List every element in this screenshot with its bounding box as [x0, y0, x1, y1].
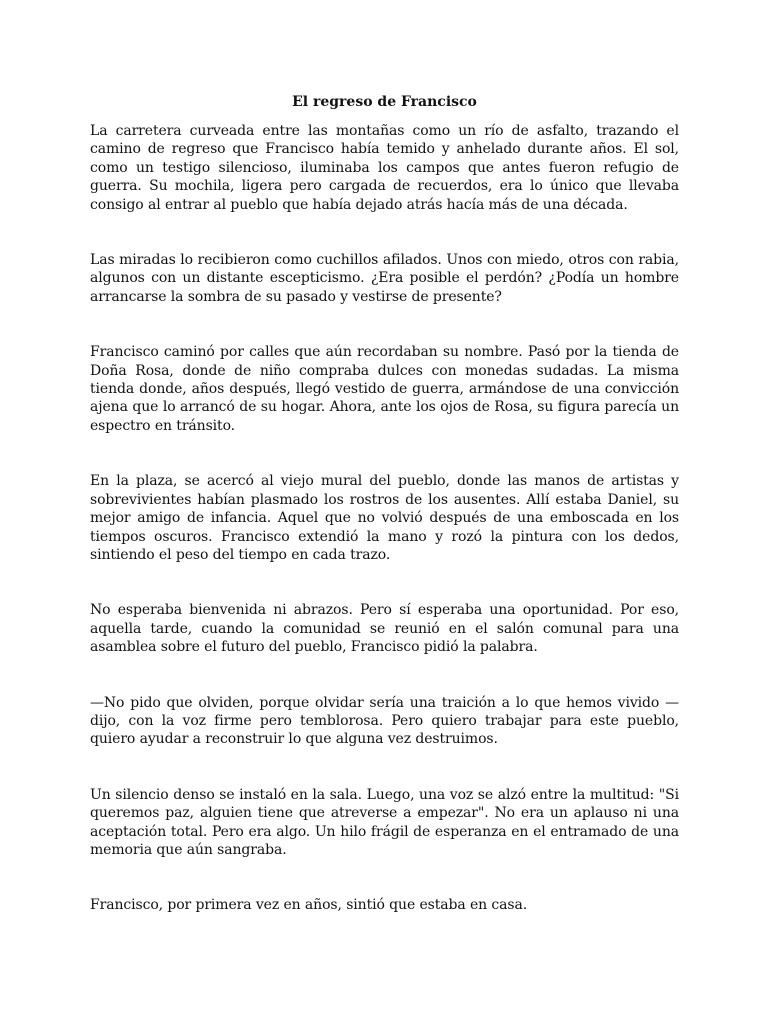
paragraph: Un silencio denso se instaló en la sala. Luego, una voz se alzó entre la multitud: "Si queremos paz, alguien tiene que atreverse a empezar". No era un aplauso ni una aceptación total. Pero era algo. Un hilo frágil de esperanza en el entramado de una memoria que aún sangraba.: [90, 786, 679, 858]
paragraph: No esperaba bienvenida ni abrazos. Pero sí esperaba una oportunidad. Por eso, aquella tarde, cuando la comunidad se reunió en el salón comunal para una asamblea sobre el futuro del pueblo, Francisco pidió la palabra.: [90, 602, 679, 656]
document-title: El regreso de Francisco: [292, 94, 477, 110]
paragraph: —No pido que olviden, porque olvidar sería una traición a lo que hemos vivido —dijo, con la voz firme pero temblorosa. Pero quiero trabajar para este pueblo, quiero ayudar a reconstruir lo que alguna vez destruimos.: [90, 694, 679, 748]
document-page: [90, 92, 679, 952]
paragraph: Las miradas lo recibieron como cuchillos afilados. Unos con miedo, otros con rabia, algunos con un distante escepticismo. ¿Era posible el perdón? ¿Podía un hombre arrancarse la sombra de su pasado y vestirse de presente?: [90, 252, 679, 305]
paragraph: Francisco, por primera vez en años, sintió que estaba en casa.: [90, 897, 528, 914]
paragraph: La carretera curveada entre las montañas como un río de asfalto, trazando el camino de regreso que Francisco había temido y anhelado durante años. El sol, como un testigo silencioso, iluminaba los campos que antes fueron refugio de guerra. Su mochila, ligera pero cargada de recuerdos, era lo único que llevaba consigo al entrar al pueblo que había dejado atrás hacía más de una década.: [90, 123, 679, 213]
paragraph: Francisco caminó por calles que aún recordaban su nombre. Pasó por la tienda de Doña Rosa, donde de niño compraba dulces con monedas sudadas. La misma tienda donde, años después, llegó vestido de guerra, armándose de una convicción ajena que lo arrancó de su hogar. Ahora, ante los ojos de Rosa, su figura parecía un espectro en tránsito.: [90, 344, 679, 434]
paragraph: En la plaza, se acercó al viejo mural del pueblo, donde las manos de artistas y sobrevivientes habían plasmado los rostros de los ausentes. Allí estaba Daniel, su mejor amigo de infancia. Aquel que no volvió después de una emboscada en los tiempos oscuros. Francisco extendió la mano y rozó la pintura con los dedos, sintiendo el peso del tiempo en cada trazo.: [90, 473, 679, 563]
